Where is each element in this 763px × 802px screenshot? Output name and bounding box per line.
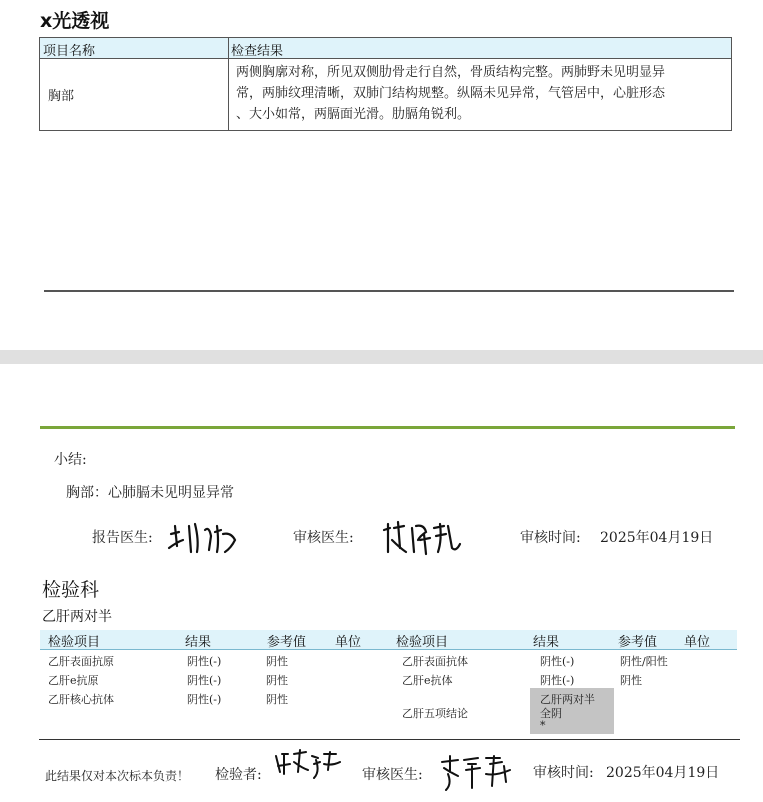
tester-signature	[272, 748, 344, 782]
header-reference: 参考值	[618, 635, 658, 650]
footer-reviewer-label: 审核医生:	[362, 767, 423, 783]
result-line: 两侧胸廓对称，所见双侧肋骨走行自然，骨质结构完整。两肺野未见明显异	[236, 65, 666, 80]
footer-divider	[39, 739, 740, 740]
xray-result-cell	[236, 62, 726, 125]
lab-table-header	[40, 630, 737, 650]
header-reference: 参考值	[267, 635, 307, 650]
report-reviewer-signature	[380, 518, 466, 558]
footer-reviewer-signature	[438, 752, 518, 794]
report-time-label: 审核时间:	[520, 530, 581, 546]
header-unit: 单位	[684, 635, 711, 650]
table-cell-item: 乙肝e抗原	[48, 674, 99, 687]
report-reviewer-label: 审核医生:	[293, 530, 354, 546]
conclusion-line: 乙肝两对半	[540, 693, 595, 706]
xray-section-title: x光透视	[40, 10, 110, 32]
footer-time-label: 审核时间:	[533, 765, 594, 781]
table-cell-item: 乙肝核心抗体	[48, 693, 114, 706]
conclusion-line: *	[540, 719, 546, 732]
xray-table-header	[40, 38, 731, 59]
lab-section-title: 检验科	[42, 579, 100, 601]
table-cell-ref: 阴性	[266, 655, 288, 668]
table-cell-item: 乙肝表面抗原	[48, 655, 114, 668]
header-test-item: 检验项目	[48, 635, 101, 650]
header-result: 结果	[185, 635, 212, 650]
table-cell-result: 阴性(-)	[540, 674, 575, 687]
report-doctor-label: 报告医生:	[92, 530, 153, 546]
result-line: 、大小如常，两膈面光滑。肋膈角锐利。	[236, 107, 471, 122]
summary-text: 胸部：心肺膈未见明显异常	[66, 485, 234, 501]
table-cell-result: 阴性(-)	[187, 693, 222, 706]
column-divider	[228, 38, 229, 130]
header-result: 结果	[533, 635, 560, 650]
xray-table	[39, 37, 732, 131]
lab-test-name: 乙肝两对半	[42, 609, 112, 625]
report-time-value: 2025年04月19日	[600, 530, 714, 546]
table-cell-item: 乙肝五项结论	[402, 707, 468, 720]
table-cell-result: 阴性(-)	[187, 674, 222, 687]
report-doctor-signature	[165, 512, 245, 560]
summary-label: 小结:	[54, 452, 87, 468]
header-unit: 单位	[335, 635, 362, 650]
table-cell-result: 阴性(-)	[540, 655, 575, 668]
header-test-item: 检验项目	[396, 635, 449, 650]
green-divider	[40, 426, 735, 429]
table-cell-result: 阴性(-)	[187, 655, 222, 668]
header-exam-result: 检查结果	[231, 44, 284, 59]
section-divider	[44, 290, 734, 292]
conclusion-highlight	[530, 688, 614, 734]
table-cell-ref: 阴性	[266, 693, 288, 706]
conclusion-line: 全阴	[540, 707, 562, 720]
header-item-name: 项目名称	[43, 44, 96, 59]
table-cell-item: 乙肝表面抗体	[402, 655, 468, 668]
table-cell-item: 乙肝e抗体	[402, 674, 453, 687]
table-cell-ref: 阴性	[620, 674, 642, 687]
disclaimer-note: 此结果仅对本次标本负责！	[45, 769, 190, 783]
table-cell-ref: 阴性/阳性	[620, 655, 668, 668]
page-break	[0, 350, 763, 364]
tester-label: 检验者:	[215, 767, 262, 783]
result-line: 常，两肺纹理清晰，双肺门结构规整。纵隔未见异常，气管居中，心脏形态	[236, 86, 666, 101]
footer-time-value: 2025年04月19日	[606, 765, 720, 781]
xray-part-cell: 胸部	[48, 89, 75, 104]
table-cell-ref: 阴性	[266, 674, 288, 687]
